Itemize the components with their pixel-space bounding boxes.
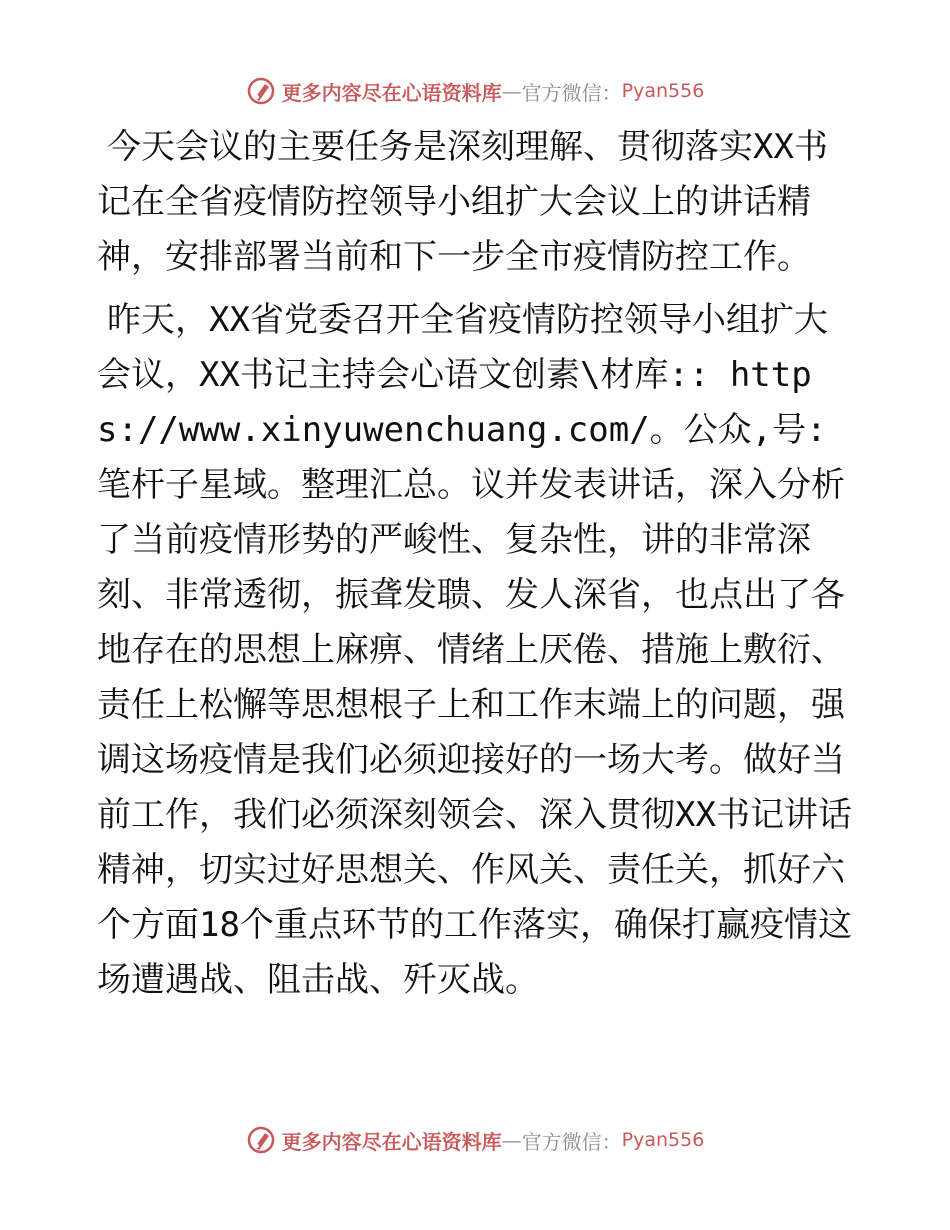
header-banner-text: 更多内容尽在心语资料库 [281,80,502,105]
header-watermark-banner [0,71,950,111]
header-wechat-id: Pyan556 [621,80,705,102]
header-wechat-label: 官方微信： [521,80,622,105]
footer-wechat-id: Pyan556 [621,1129,705,1151]
pen-nib-logo-icon [246,1125,276,1155]
paragraph-1: 今天会议的主要任务是深刻理解、贯彻落实XX书记在全省疫情防控领导小组扩大会议上的讲话精神，安排部署当前和下一步全市疫情防控工作。 [97,127,828,277]
footer-wechat-label: 官方微信： [521,1129,622,1154]
document-body [97,120,853,1016]
footer-watermark-banner [0,1120,950,1160]
footer-banner-text: 更多内容尽在心语资料库 [281,1129,502,1154]
paragraph-2: 昨天，XX省党委召开全省疫情防控领导小组扩大会议，XX书记主持会心语文创素\材库:: https://www.xinyuwenchuang.com/。公众,号: 笔杆子星域。整理汇总。议并发表讲话，深入分析了当前疫情形势的严峻性、复杂性，讲的非常深刻、非常透彻，振聋发聩、发人深省，也点出了各地存在的思想上麻痹、情绪上厌倦、措施上敷衍、责任上松懈等思想根子上和工作末端上的问题，强调这场疫情是我们必须迎接好的一场大考。做好当前工作，我们必须深刻领会、深入贯彻XX书记讲话精神，切实过好思想关、作风关、责任关，抓好六个方面18个重点环节的工作落实，确保打赢疫情这场遭遇战、阻击战、歼灭战。 [97,300,852,1000]
footer-banner-dash: — [501,1128,522,1152]
header-banner-dash: — [501,79,522,103]
pen-nib-logo-icon [246,76,276,106]
